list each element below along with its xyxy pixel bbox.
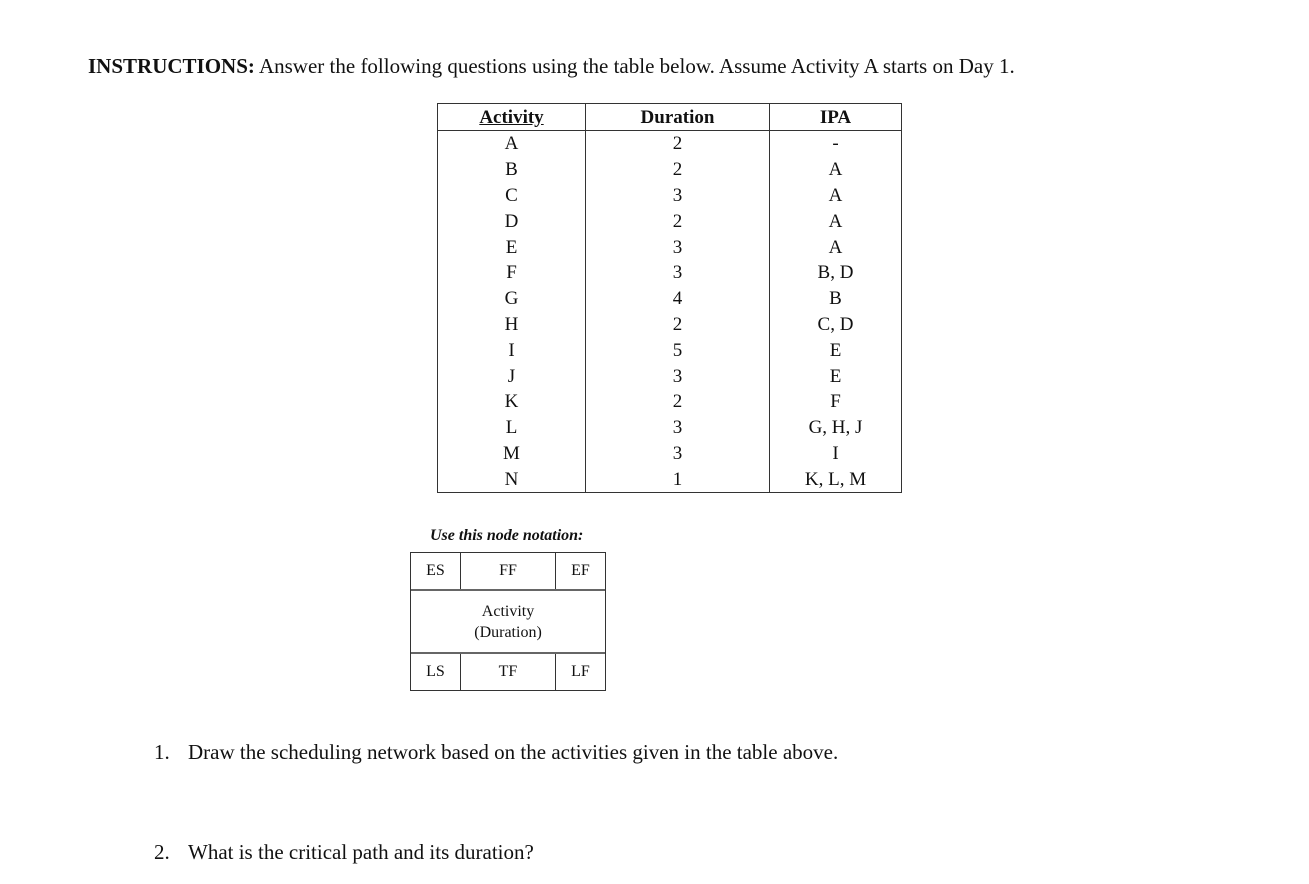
table-row xyxy=(438,466,902,492)
cell-duration: 5 xyxy=(586,337,770,363)
header-activity-label: Activity xyxy=(479,106,544,128)
cell-duration: 3 xyxy=(586,363,770,389)
table-row xyxy=(438,208,902,234)
node-activity: Activity xyxy=(481,602,535,620)
activity-table xyxy=(437,103,902,493)
node-tf: TF xyxy=(460,654,556,690)
cell-activity: A xyxy=(438,131,586,157)
table-row xyxy=(438,286,902,312)
cell-duration: 3 xyxy=(586,415,770,441)
cell-ipa: B, D xyxy=(770,260,902,286)
cell-duration: 3 xyxy=(586,260,770,286)
question-2 xyxy=(154,840,534,865)
node-top-row xyxy=(411,553,605,591)
cell-ipa: K, L, M xyxy=(770,466,902,492)
cell-activity: K xyxy=(438,389,586,415)
cell-ipa: E xyxy=(770,363,902,389)
question-text: Draw the scheduling network based on the activities given in the table above. xyxy=(188,740,839,764)
cell-duration: 4 xyxy=(586,286,770,312)
node-bottom-row xyxy=(411,652,605,690)
cell-activity: C xyxy=(438,183,586,209)
cell-ipa: G, H, J xyxy=(770,415,902,441)
table-body xyxy=(438,131,902,493)
cell-duration: 2 xyxy=(586,157,770,183)
cell-ipa: A xyxy=(770,234,902,260)
node-ef: EF xyxy=(571,562,590,579)
cell-ipa: A xyxy=(770,208,902,234)
cell-ipa: A xyxy=(770,183,902,209)
table-row xyxy=(438,157,902,183)
cell-ipa: F xyxy=(770,389,902,415)
node-ff: FF xyxy=(460,553,556,589)
cell-ipa: - xyxy=(770,131,902,157)
cell-duration: 2 xyxy=(586,208,770,234)
table-row xyxy=(438,337,902,363)
cell-activity: I xyxy=(438,337,586,363)
cell-duration: 3 xyxy=(586,441,770,467)
node-notation-diagram xyxy=(410,552,606,691)
cell-ipa: I xyxy=(770,441,902,467)
table-row xyxy=(438,183,902,209)
cell-ipa: B xyxy=(770,286,902,312)
cell-duration: 2 xyxy=(586,131,770,157)
node-es: ES xyxy=(426,562,445,579)
cell-duration: 3 xyxy=(586,234,770,260)
cell-activity: J xyxy=(438,363,586,389)
cell-ipa: E xyxy=(770,337,902,363)
cell-ipa: A xyxy=(770,157,902,183)
table-row xyxy=(438,234,902,260)
cell-activity: G xyxy=(438,286,586,312)
node-lf: LF xyxy=(571,663,590,680)
cell-ipa: C, D xyxy=(770,312,902,338)
cell-activity: M xyxy=(438,441,586,467)
node-duration: (Duration) xyxy=(474,623,542,641)
table-row xyxy=(438,389,902,415)
header-duration: Duration xyxy=(586,104,770,131)
cell-activity: F xyxy=(438,260,586,286)
table-row xyxy=(438,131,902,157)
table-row xyxy=(438,363,902,389)
cell-duration: 2 xyxy=(586,389,770,415)
cell-activity: D xyxy=(438,208,586,234)
table-header-row xyxy=(438,104,902,131)
node-center xyxy=(411,591,605,652)
cell-activity: H xyxy=(438,312,586,338)
cell-duration: 3 xyxy=(586,183,770,209)
instructions-label: INSTRUCTIONS: xyxy=(88,54,255,78)
header-ipa: IPA xyxy=(770,104,902,131)
cell-activity: E xyxy=(438,234,586,260)
question-1 xyxy=(154,740,838,765)
cell-duration: 1 xyxy=(586,466,770,492)
table-row xyxy=(438,441,902,467)
header-activity xyxy=(438,104,586,131)
question-number: 2. xyxy=(154,840,170,864)
instructions xyxy=(88,54,1015,79)
cell-duration: 2 xyxy=(586,312,770,338)
table-row xyxy=(438,415,902,441)
cell-activity: N xyxy=(438,466,586,492)
notation-caption: Use this node notation: xyxy=(430,527,584,544)
question-number: 1. xyxy=(154,740,170,764)
instructions-text: Answer the following questions using the table below. Assume Activity A starts on Day 1. xyxy=(258,54,1015,78)
table-row xyxy=(438,260,902,286)
cell-activity: B xyxy=(438,157,586,183)
cell-activity: L xyxy=(438,415,586,441)
question-text: What is the critical path and its duration? xyxy=(188,840,534,864)
table-row xyxy=(438,312,902,338)
node-ls: LS xyxy=(426,663,445,680)
